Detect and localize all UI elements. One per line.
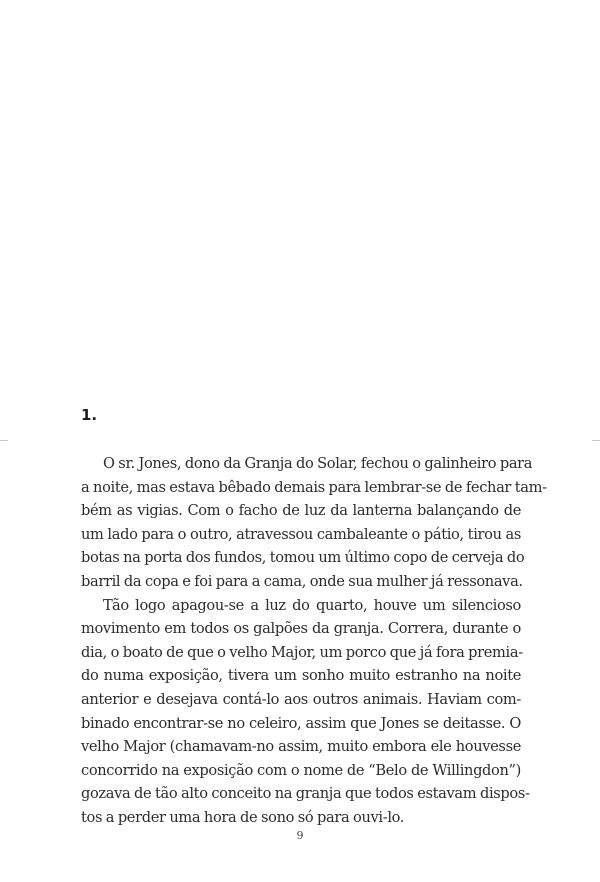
text-line: bém as vigias. Com o facho de luz da lanterna balançando de — [81, 502, 521, 520]
text-line: Tão logo apagou-se a luz do quarto, houve um silencioso — [103, 596, 521, 614]
text-line: movimento em todos os galpões da granja. Correra, durante o — [81, 620, 521, 638]
text-line: binado encontrar-se no celeiro, assim que Jones se deitasse. O — [81, 714, 521, 732]
text-line: do numa exposição, tivera um sonho muito estranho na noite — [81, 667, 521, 685]
text-line: gozava de tão alto conceito na granja que todos estavam dispos- — [81, 785, 530, 803]
text-line: O sr. Jones, dono da Granja do Solar, fechou o galinheiro para — [103, 455, 533, 472]
text-line: a noite, mas estava bêbado demais para lembrar-se de fechar tam- — [81, 478, 547, 496]
text-line: concorrido na exposição com o nome de “Belo de Willingdon”) — [81, 761, 521, 779]
text-line: um lado para o outro, atravessou cambaleante o pátio, tirou as — [81, 525, 521, 543]
text-line: tos a perder uma hora de sono só para ouvi-lo. — [81, 808, 405, 826]
text-line: velho Major (chamavam-no assim, muito embora ele houvesse — [81, 738, 521, 756]
text-line: dia, o boato de que o velho Major, um porco que já fora premia- — [81, 643, 523, 661]
text-line: botas na porta dos fundos, tomou um último copo de cerveja do — [81, 549, 525, 567]
page-number: 9 — [296, 829, 304, 842]
chapter-heading: 1. — [81, 406, 98, 424]
body-text — [81, 452, 547, 830]
crop-mark-left — [0, 440, 8, 441]
crop-mark-right — [592, 440, 600, 441]
paragraph-2 — [81, 594, 530, 830]
text-line: anterior e desejava contá-lo aos outros animais. Haviam com- — [81, 690, 521, 708]
paragraph-1 — [81, 452, 547, 594]
text-line: barril da copa e foi para a cama, onde sua mulher já ressonava. — [81, 572, 523, 590]
